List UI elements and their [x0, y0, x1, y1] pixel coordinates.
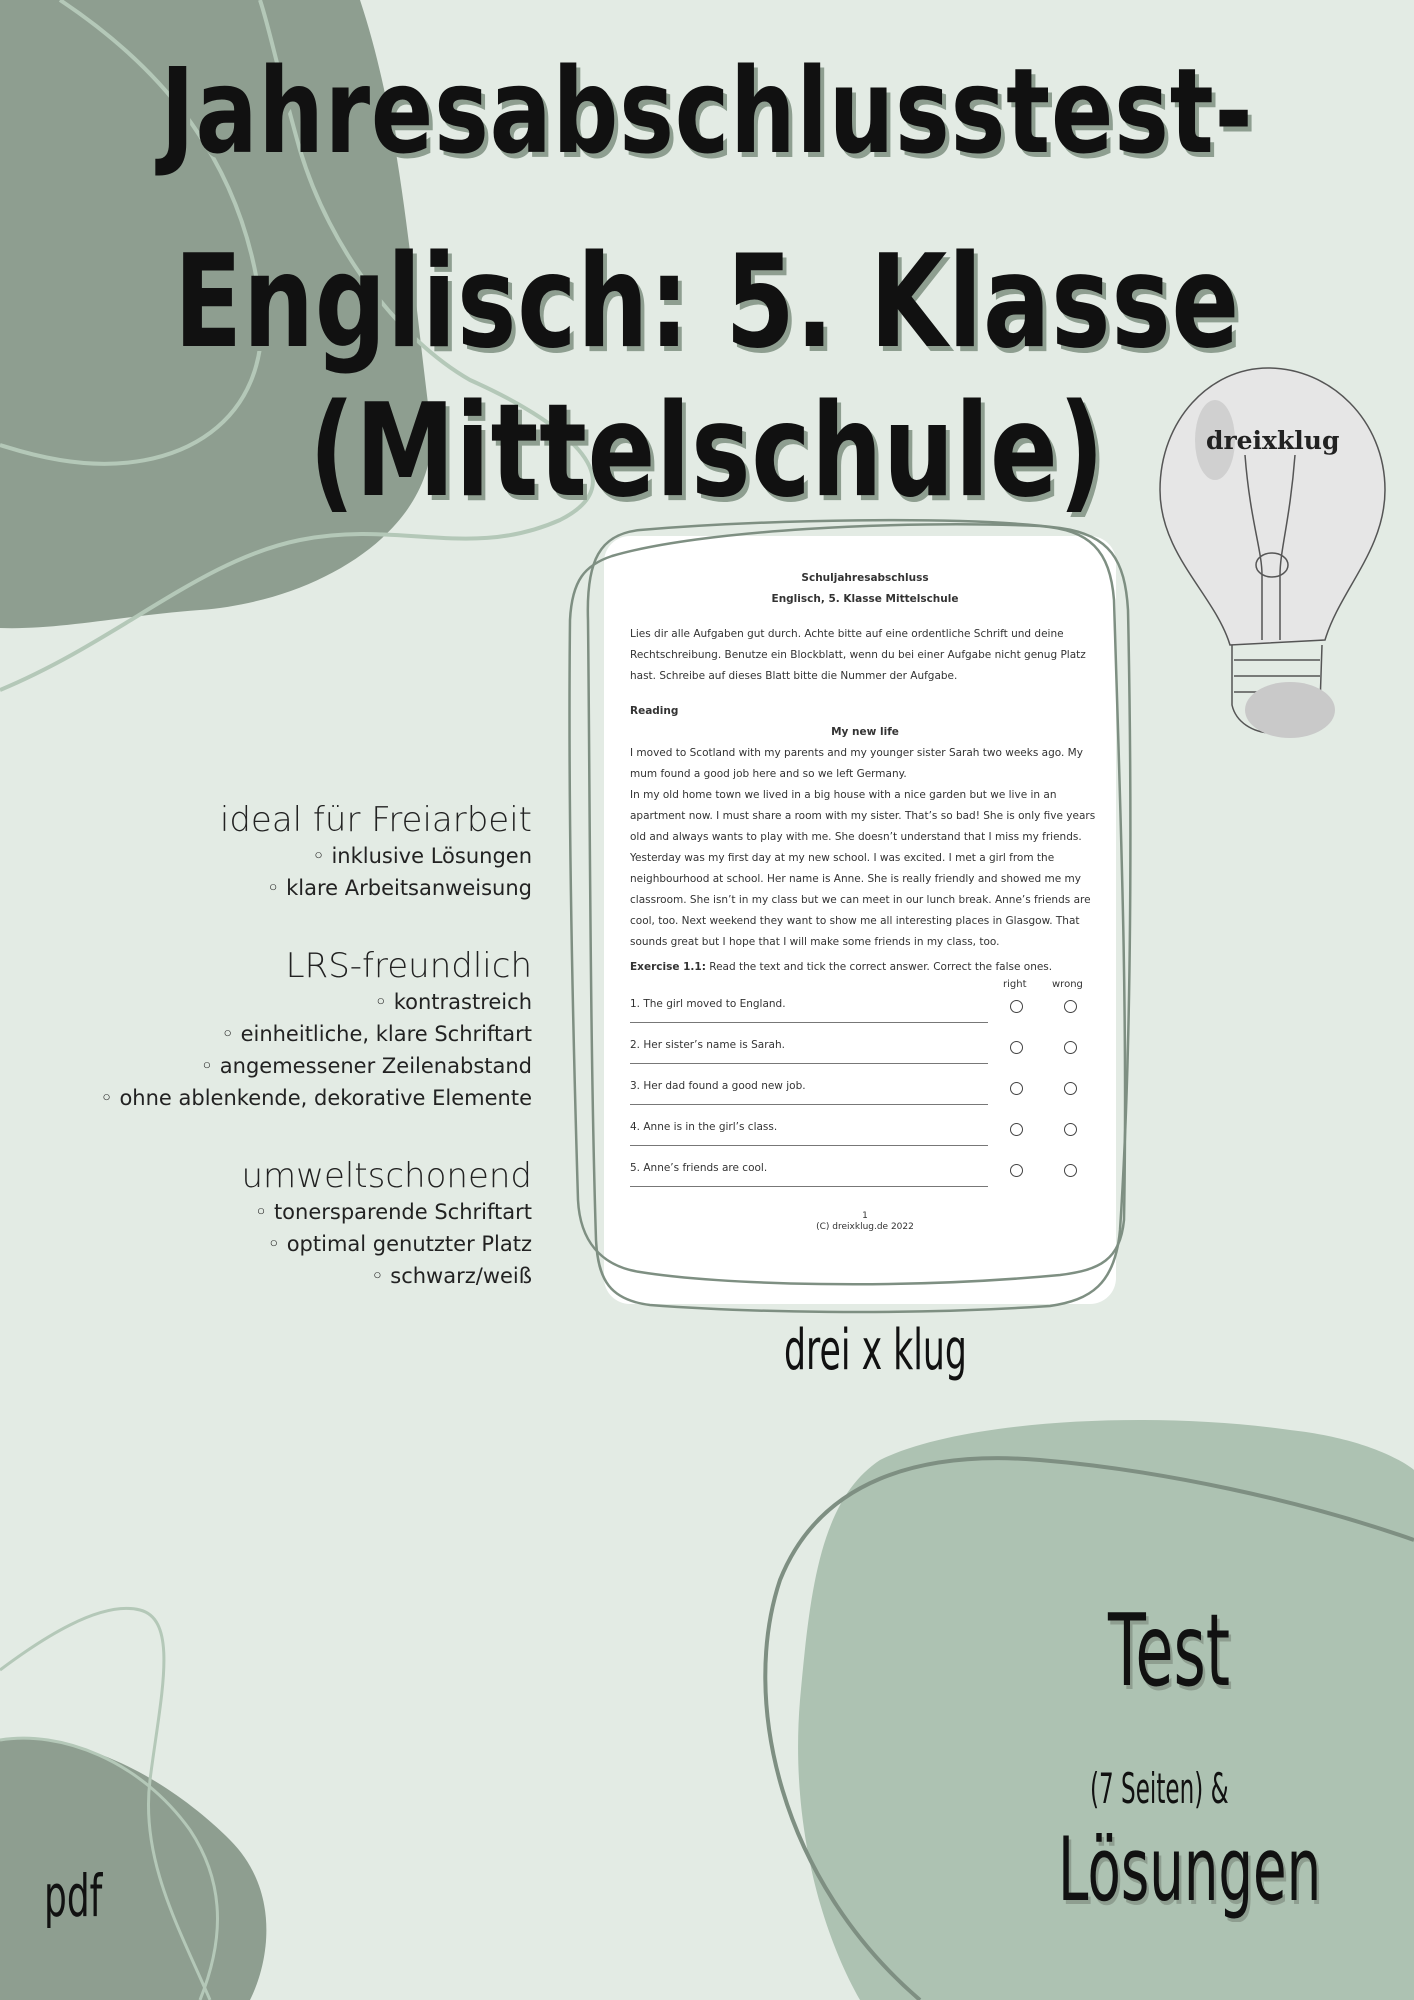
question-text: 1. The girl moved to England.: [630, 998, 786, 1010]
feature-item: ◦ einheitliche, klare Schriftart: [0, 1018, 532, 1050]
wrong-radio[interactable]: [1064, 1123, 1077, 1136]
worksheet-section: Reading: [630, 705, 679, 717]
wrong-radio[interactable]: [1064, 1164, 1077, 1177]
feature-item: ◦ kontrastreich: [0, 986, 532, 1018]
story-title: My new life: [831, 726, 899, 738]
feature-heading: ideal für Freiarbeit: [219, 800, 532, 840]
format-label: pdf: [44, 1862, 103, 1930]
feature-item: ◦ inklusive Lösungen: [0, 840, 532, 872]
badge-solutions: Lösungen: [1058, 1818, 1322, 1921]
exercise-instruction: [630, 957, 1100, 978]
page-number: 1: [862, 1211, 868, 1221]
right-radio[interactable]: [1010, 1082, 1023, 1095]
exercise-label: Exercise 1.1:: [630, 961, 706, 973]
blob-bottom-left: [0, 1739, 266, 2000]
feature-item: ◦ angemessener Zeilenabstand: [0, 1050, 532, 1082]
question-text: 5. Anne’s friends are cool.: [630, 1162, 768, 1174]
copyright: (C) dreixklug.de 2022: [816, 1222, 914, 1232]
worksheet-title: Schuljahresabschluss: [801, 572, 929, 584]
signature: drei x klug: [784, 1318, 967, 1383]
question-row: [630, 992, 1100, 1033]
story-paragraph: I moved to Scotland with my parents and my younger sister Sarah two weeks ago. My mum found a good job here and so we left Germany.: [630, 747, 1083, 780]
column-wrong: wrong: [1052, 979, 1083, 990]
badge-pages: (7 Seiten) &: [1090, 1764, 1229, 1813]
story-paragraph: Yesterday was my first day at my new school. I was excited. I met a girl from the neighbourhood at school. Her name is Anne. She is really friendly and showed me my classroom. She isn’t in my class but we can meet in our lunch break. Anne’s friends are cool, too. Next weekend they want to show me all interesting places in Glasgow. That sounds great but I hope that I will make some friends in my class, too.: [630, 852, 1091, 948]
question-row: [630, 1074, 1100, 1115]
page-title-line-2: Englisch: 5. Klasse (Mittelschule): [173, 228, 1241, 526]
worksheet-footer: [630, 1211, 1100, 1233]
worksheet-content: [630, 568, 1100, 1233]
feature-heading: umweltschonend: [241, 1156, 532, 1196]
right-radio[interactable]: [1010, 1123, 1023, 1136]
exercise-text: Read the text and tick the correct answer. Correct the false ones.: [709, 961, 1053, 973]
question-row: [630, 1033, 1100, 1074]
feature-item: ◦ tonersparende Schriftart: [0, 1196, 532, 1228]
story-paragraph: In my old home town we lived in a big house with a nice garden but we live in an apartment now. I must share a room with my sister. That’s so bad! She is only five years old and always wants to play with me. She doesn’t understand that I miss my friends.: [630, 789, 1096, 843]
feature-item: ◦ ohne ablenkende, dekorative Elemente: [0, 1082, 532, 1114]
feature-heading: LRS-freundlich: [285, 946, 532, 986]
feature-item: ◦ optimal genutzter Platz: [0, 1228, 532, 1260]
wrong-radio[interactable]: [1064, 1082, 1077, 1095]
column-right: right: [1003, 979, 1027, 990]
question-row: [630, 1156, 1100, 1197]
feature-item: ◦ klare Arbeitsanweisung: [0, 872, 532, 904]
feature-list: [0, 800, 532, 1292]
question-row: [630, 1115, 1100, 1156]
feature-item: ◦ schwarz/weiß: [0, 1260, 532, 1292]
right-radio[interactable]: [1010, 1041, 1023, 1054]
wrong-radio[interactable]: [1064, 1000, 1077, 1013]
right-radio[interactable]: [1010, 1164, 1023, 1177]
page-title-line-1: Jahresabschlusstest-: [160, 42, 1254, 180]
badge-test: Test: [1108, 1592, 1231, 1709]
wrong-radio[interactable]: [1064, 1041, 1077, 1054]
right-radio[interactable]: [1010, 1000, 1023, 1013]
answer-columns: [630, 978, 1100, 992]
question-text: 2. Her sister’s name is Sarah.: [630, 1039, 785, 1051]
question-text: 4. Anne is in the girl’s class.: [630, 1121, 778, 1133]
brand-logo: dreixklug: [1206, 426, 1340, 455]
worksheet-subtitle: Englisch, 5. Klasse Mittelschule: [771, 593, 959, 605]
question-text: 3. Her dad found a good new job.: [630, 1080, 806, 1092]
worksheet-intro: Lies dir alle Aufgaben gut durch. Achte bitte auf eine ordentliche Schrift und deine Rechtschreibung. Benutze ein Blockblatt, wenn du bei einer Aufgabe nicht genug Platz hast. Schreibe auf dieses Blatt bitte die Nummer der Aufgabe.: [630, 628, 1086, 682]
